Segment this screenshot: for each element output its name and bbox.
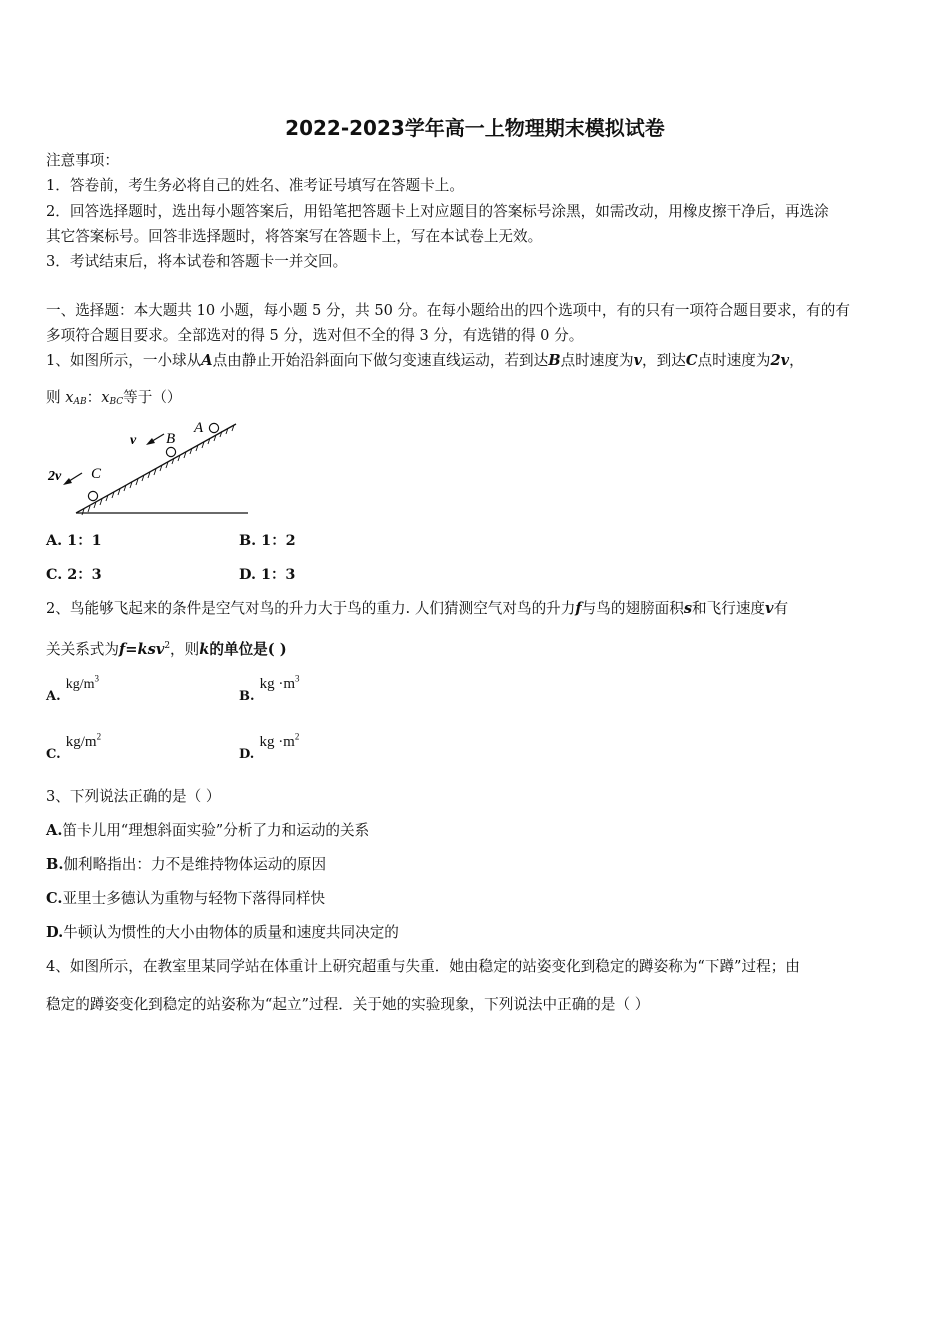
question-1-stem: 1、如图所示，一小球从A点由静止开始沿斜面向下做匀变速直线运动，若到达B点时速度为v，到达C点时速度为2v，: [46, 352, 804, 369]
question-2-stem-cont: 关关系式为f=ksv$^2$，则k的单位是( ): [46, 640, 287, 658]
q3-option-a: A.笛卡儿用“理想斜面实验”分析了力和运动的关系: [46, 822, 370, 839]
notice-item-2-cont: 其它答案标号。回答非选择题时，将答案写在答题卡上，写在本试卷上无效。: [46, 228, 543, 245]
ball-a: [209, 423, 218, 432]
q1-option-c: C. 2：3: [46, 566, 102, 583]
question-4-stem: 4、如图所示，在教室里某同学站在体重计上研究超重与失重．她由稳定的站姿变化到稳定的蹲姿称为“下蹲”过程；由: [46, 958, 800, 975]
label-2v: 2v: [48, 469, 62, 484]
q3-option-b: B.伽利略指出：力不是维持物体运动的原因: [46, 856, 327, 873]
section-instructions-1: 一、选择题：本大题共 10 小题，每小题 5 分，共 50 分。在每小题给出的四个选项中，有的只有一项符合题目要求，有的有: [46, 302, 850, 319]
notice-item-3: 3．考试结束后，将本试卷和答题卡一并交回。: [46, 253, 348, 270]
label-a: A: [194, 420, 204, 436]
arrow-v-head: [146, 438, 155, 445]
ball-b: [166, 447, 175, 456]
q3-option-c: C.亚里士多德认为重物与轻物下落得同样快: [46, 890, 326, 907]
q2-option-a: $_{A.}$ $kg/m^3$: [46, 673, 99, 704]
page-title: 2022-2023学年高一上物理期末模拟试卷: [285, 116, 665, 140]
notice-item-2: 2．回答选择题时，选出每小题答案后，用铅笔把答题卡上对应题目的答案标号涂黑，如需改动，用橡皮擦干净后，再选涂: [46, 203, 829, 220]
q2-option-d: $_{D.}$ kg $\cdot m^2$: [239, 731, 300, 762]
incline-figure: [44, 416, 254, 520]
label-c: C: [91, 466, 102, 482]
question-4-stem-cont: 稳定的蹲姿变化到稳定的站姿称为“起立”过程．关于她的实验现象，下列说法中正确的是（ ）: [46, 996, 650, 1013]
q2-option-c: $_{C.}$ $kg/m^2$: [46, 731, 102, 762]
q3-option-d: D.牛顿认为惯性的大小由物体的质量和速度共同决定的: [46, 924, 399, 941]
arrow-2v-head: [63, 478, 72, 485]
label-v: v: [130, 433, 137, 448]
q1-option-b: B. 1：2: [239, 532, 296, 549]
section-instructions-2: 多项符合题目要求。全部选对的得 5 分，选对但不全的得 3 分，有选错的得 0 分。: [46, 327, 584, 344]
q2-option-b: $_{B.}$ kg $\cdot m^3$: [239, 673, 300, 704]
notice-item-1: 1．答卷前，考生务必将自己的姓名、准考证号填写在答题卡上。: [46, 177, 464, 194]
label-b: B: [166, 431, 176, 447]
q1-option-a: A. 1：1: [46, 532, 102, 549]
notice-heading: 注意事项：: [46, 152, 119, 169]
q1-option-d: D. 1：3: [239, 566, 296, 583]
ball-c: [88, 491, 97, 500]
question-1-stem-cont: 则 $x_{AB}$：$x_{BC}$等于（）: [46, 389, 182, 407]
question-2-stem: 2、鸟能够飞起来的条件是空气对鸟的升力大于鸟的重力. 人们猜测空气对鸟的升力f与鸟的翅膀面积s和飞行速度v有: [46, 600, 789, 617]
question-3-stem: 3、下列说法正确的是（ ）: [46, 788, 221, 805]
